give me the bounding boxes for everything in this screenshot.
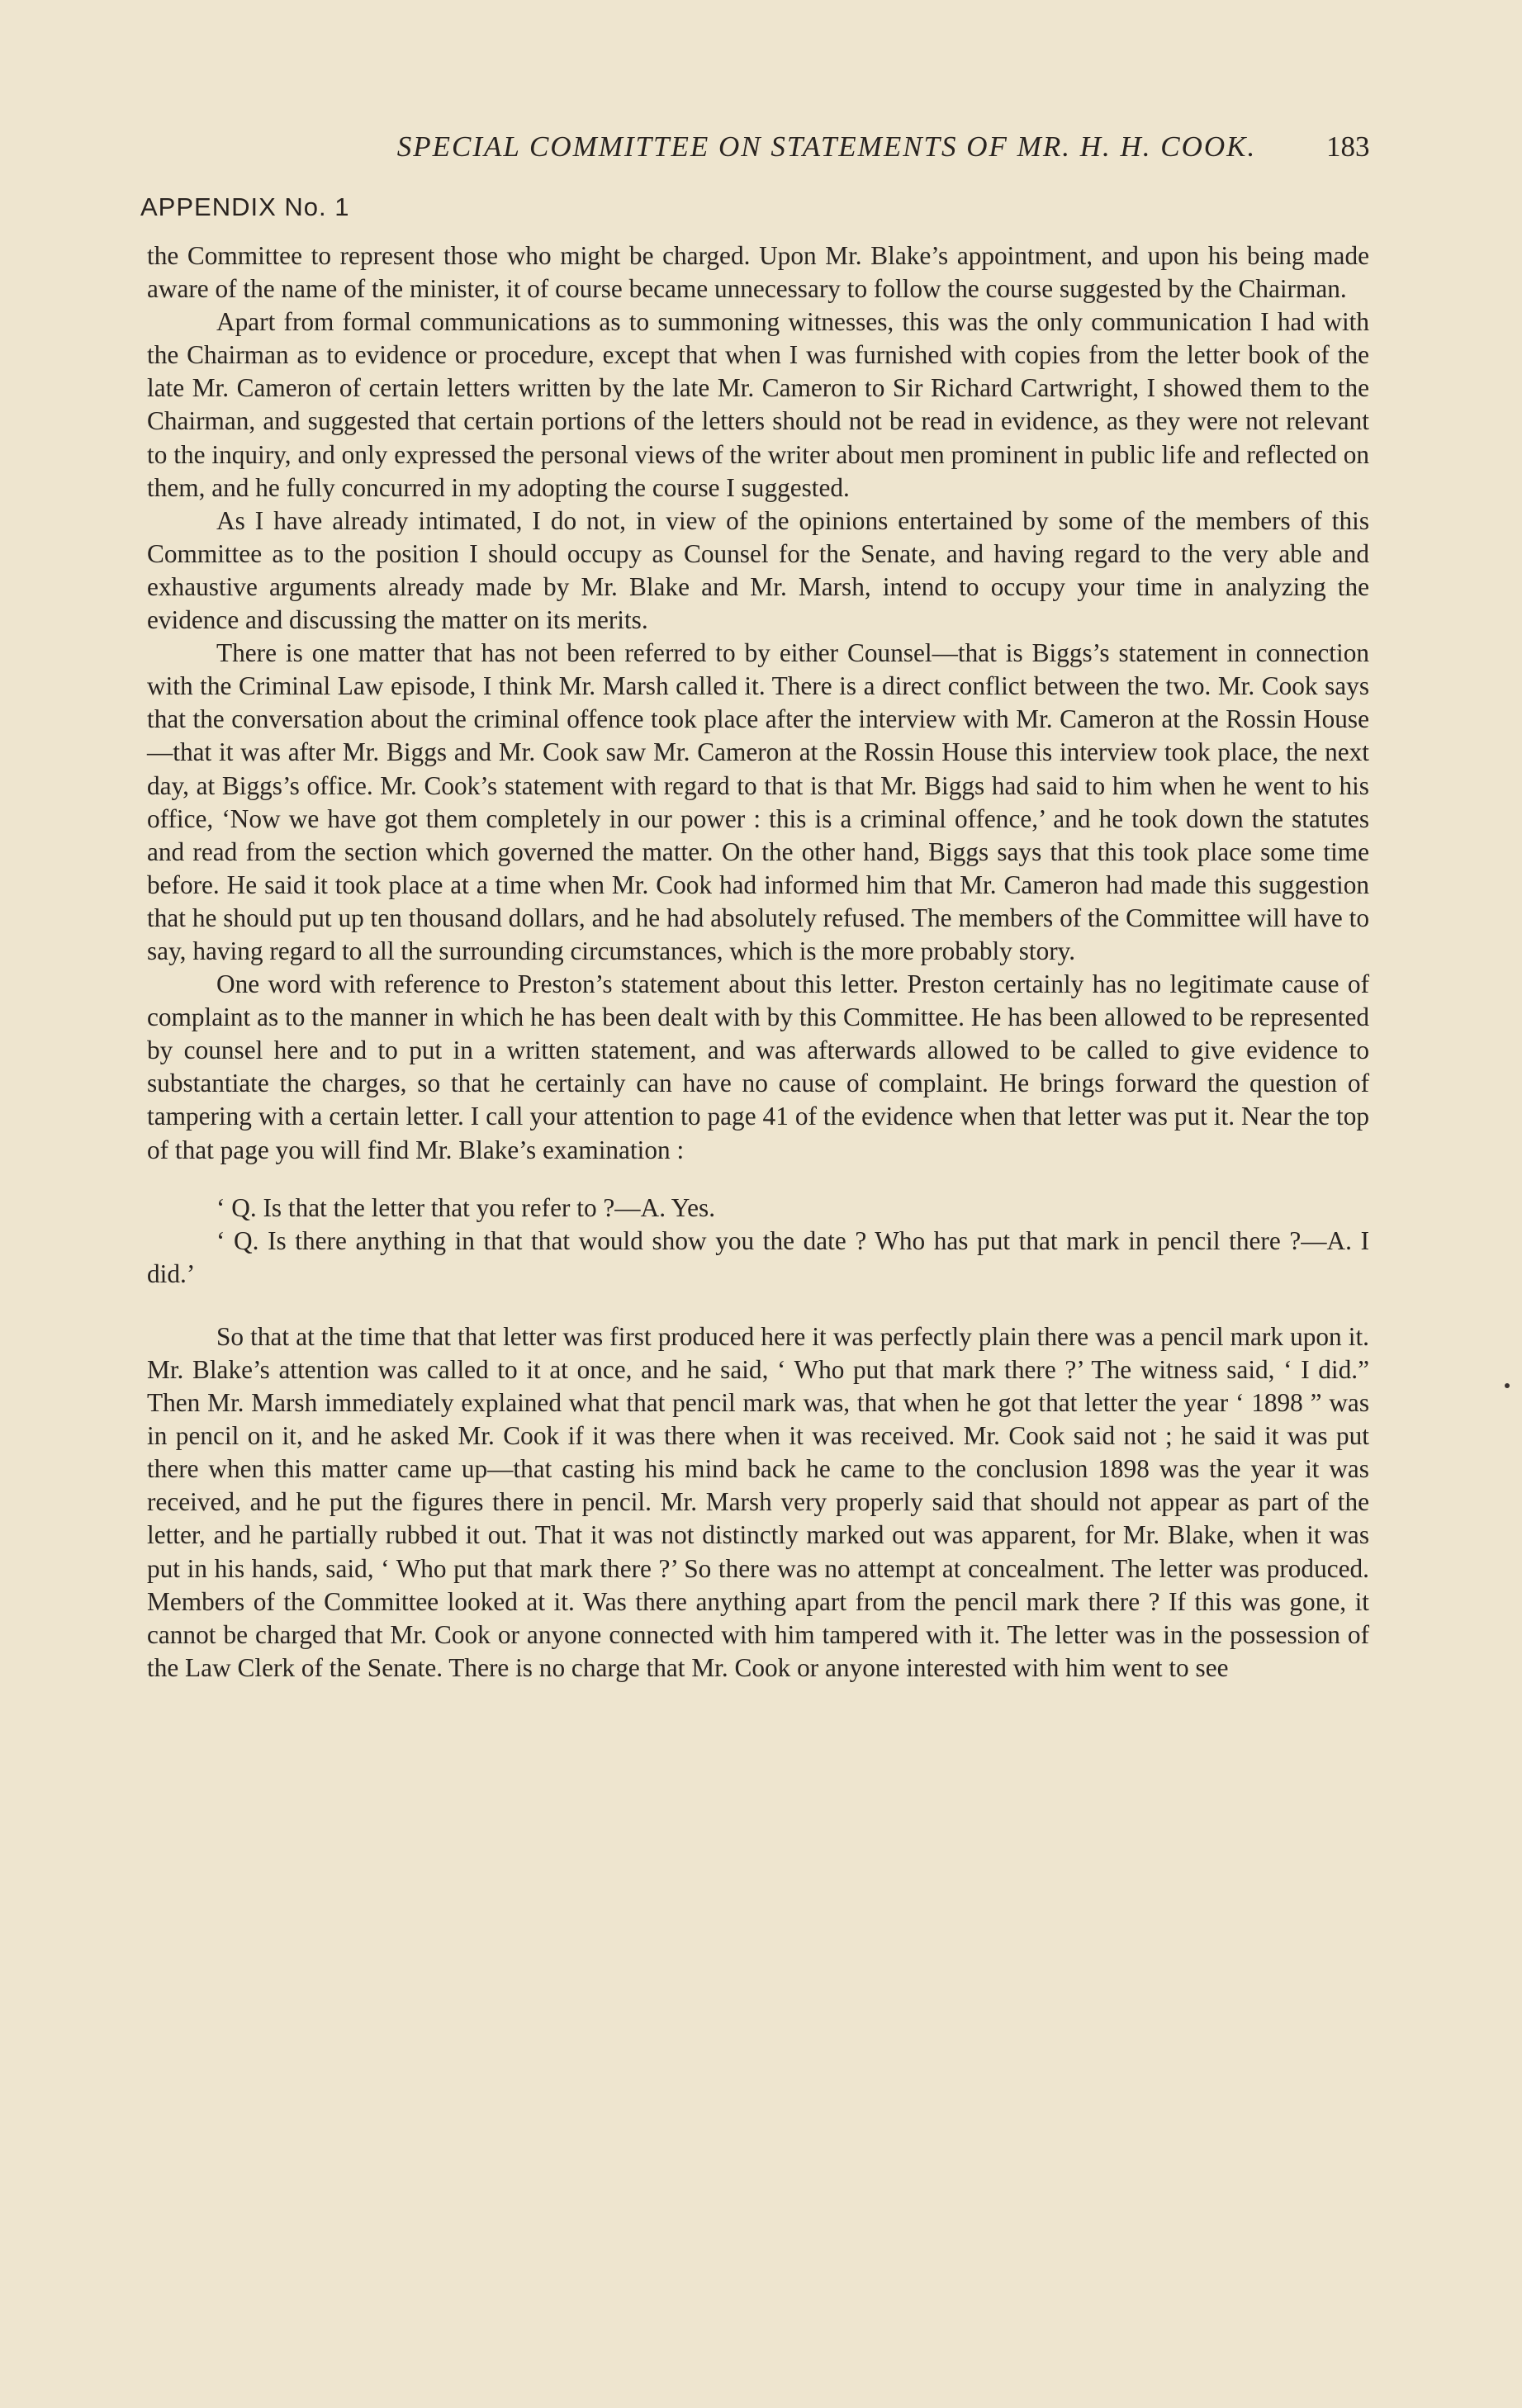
body-text [147,239,1369,1685]
quote-line: ‘ Q. Is that the letter that you refer to ?—A. Yes. [216,1192,716,1222]
paragraph: There is one matter that has not been referred to by either Counsel—that is Biggs’s statement in connection with the Criminal Law episode, I think Mr. Marsh called it. There is a direct conflict between the two. Mr. Cook says that the conversation about the criminal offence took place after the interview with Mr. Cameron at the Rossin House—that it was after Mr. Biggs and Mr. Cook saw Mr. Cameron at the Rossin House this interview took place, the next day, at Biggs’s office. Mr. Cook’s statement with regard to that is that Mr. Biggs had said to him when he went to his office, ‘Now we have got them completely in our power : this is a criminal offence,’ and he took down the statutes and read from the section which governed the matter. On the other hand, Biggs says that this took place some time before. He said it took place at a time when Mr. Cook had informed him that Mr. Cameron had made this suggestion that he should put up ten thousand dollars, and he had absolutely refused. The members of the Committee will have to say, having regard to all the surrounding circumstances, which is the more probably story. [147,638,1369,965]
paragraph: Apart from formal communications as to summoning witnesses, this was the only communication I had with the Chairman as to evidence or procedure, except that when I was furnished with copies from the letter book of the late Mr. Cameron of certain letters written by the late Mr. Cameron to Sir Richard Cartwright, I showed them to the Chairman, and suggested that certain portions of the letters should not be read in evidence, as they were not relevant to the inquiry, and only expressed the personal views of the writer about men prominent in public life and reflected on them, and he fully concurred in my adopting the course I suggested. [147,307,1369,502]
running-head-title: SPECIAL COMMITTEE ON STATEMENTS OF MR. H. H. COOK. [396,130,1257,163]
page-number: 183 [1326,130,1370,163]
quote-line: ‘ Q. Is there anything in that that would show you the date ? Who has put that mark in pencil there ?—A. I did.’ [147,1225,1369,1288]
paragraph-continued: the Committee to represent those who might be charged. Upon Mr. Blake’s appointment, and upon his being made aware of the name of the minister, it of course became unnecessary to follow the course suggested by the Chairman. [147,241,1369,304]
appendix-label: APPENDIX No. 1 [140,192,350,221]
paragraph: One word with reference to Preston’s statement about this letter. Preston certainly has no legitimate cause of complaint as to the manner in which he has been dealt with by this Committee. He has been allowed to be represented by counsel here and to put in a written statement, and was afterwards allowed to be called to give evidence to substantiate the charges, so that he certainly can have no cause of complaint. He brings forward the question of tampering with a certain letter. I call your attention to page 41 of the evidence when that letter was put it. Near the top of that page you will find Mr. Blake’s examination : [147,969,1369,1164]
paragraph: So that at the time that that letter was first produced here it was perfectly plain there was a pencil mark upon it. Mr. Blake’s attention was called to it at once, and he said, ‘ Who put that mark there ?’ The witness said, ‘ I did.” Then Mr. Marsh immediately explained what that pencil mark was, that when he got that letter the year ‘ 1898 ” was in pencil on it, and he asked Mr. Cook if it was there when it was received. Mr. Cook said not ; he said it was put there when this matter came up—that casting his mind back he came to the conclusion 1898 was the year it was received, and he put the figures there in pencil. Mr. Marsh very properly said that should not appear as part of the letter, and he partially rubbed it out. That it was not distinctly marked out was apparent, for Mr. Blake, when it was put in his hands, said, ‘ Who put that mark there ?’ So there was no attempt at concealment. The letter was produced. Members of the Committee looked at it. Was there anything apart from the pencil mark there ? If this was gone, it cannot be charged that Mr. Cook or anyone connected with him tampered with it. The letter was in the possession of the Law Clerk of the Senate. There is no charge that Mr. Cook or anyone interested with him went to see [147,1321,1369,1682]
paragraph: As I have already intimated, I do not, in view of the opinions entertained by some of the members of this Committee as to the position I should occupy as Counsel for the Senate, and having regard to the very able and exhaustive arguments already made by Mr. Blake and Mr. Marsh, intend to occupy your time in analyzing the evidence and discussing the matter on its merits. [147,505,1369,635]
ink-speck [1505,1383,1510,1388]
quoted-examination [147,1192,1369,1291]
